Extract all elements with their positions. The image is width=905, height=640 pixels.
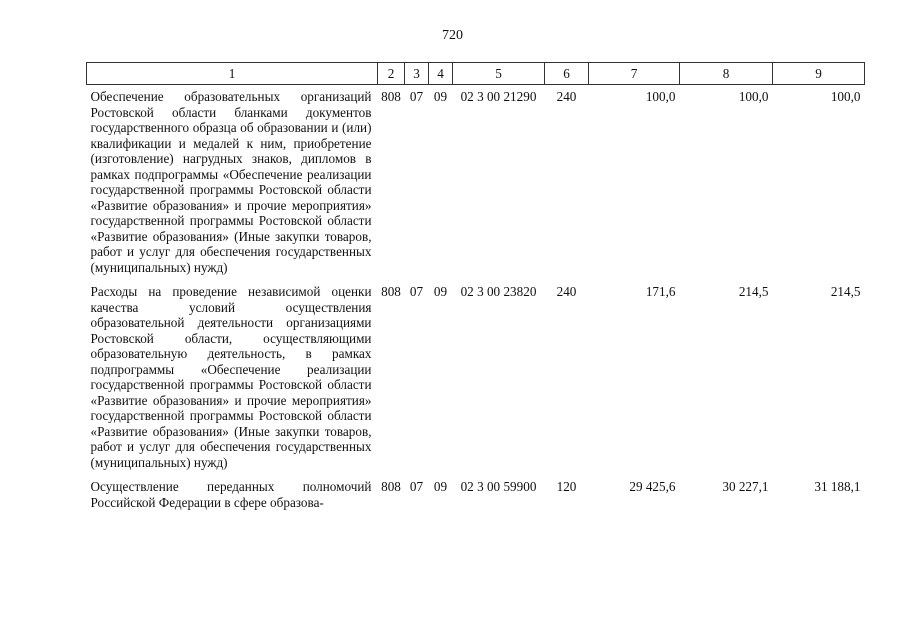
page-number: 720 <box>442 28 463 43</box>
column-header: 5 <box>453 63 545 85</box>
amount-col-8: 214,5 <box>738 284 769 299</box>
section-code: 07 <box>409 284 424 299</box>
column-header: 7 <box>589 63 680 85</box>
target-article-code: 02 3 00 23820 <box>460 284 537 299</box>
subsection-code: 09 <box>433 284 448 299</box>
amount-col-7: 100,0 <box>645 89 676 104</box>
expense-type-code: 240 <box>556 284 577 299</box>
amount-col-9: 31 188,1 <box>814 479 861 494</box>
amount-col-8: 100,0 <box>738 89 769 104</box>
column-header: 9 <box>773 63 865 85</box>
table-header-row <box>87 63 865 85</box>
amount-col-7: 29 425,6 <box>629 479 676 494</box>
row-description: Обеспечение образовательных организаций Ростовской области бланками документов государственного образца об образовании и (или) квалификации и медалей к ним, приобретение (изготовление) нагрудных знаков, дипломов в рамках подпрограммы «Обеспечение реализации государственной программы Ростовской области «Развитие образования» и прочие мероприятия» государственной программы Ростовской области «Развитие образования» (Иные закупки товаров, работ и услуг для обеспечения государственных (муниципальных) нужд) <box>90 89 372 275</box>
column-header: 4 <box>429 63 453 85</box>
subsection-code: 09 <box>433 89 448 104</box>
budget-table <box>86 62 865 510</box>
column-header: 1 <box>87 63 378 85</box>
amount-col-7: 171,6 <box>645 284 676 299</box>
target-article-code: 02 3 00 21290 <box>460 89 537 104</box>
amount-col-9: 100,0 <box>830 89 861 104</box>
target-article-code: 02 3 00 59900 <box>460 479 537 494</box>
row-description: Осуществление переданных полномочий Российской Федерации в сфере образова- <box>90 479 372 510</box>
table-row <box>87 470 865 510</box>
column-header: 3 <box>405 63 429 85</box>
ministry-code: 808 <box>381 479 401 494</box>
ministry-code: 808 <box>381 284 401 299</box>
expense-type-code: 120 <box>556 479 577 494</box>
column-header: 6 <box>545 63 589 85</box>
amount-col-9: 214,5 <box>830 284 861 299</box>
subsection-code: 09 <box>433 479 448 494</box>
amount-col-8: 30 227,1 <box>722 479 769 494</box>
table-row <box>87 275 865 470</box>
table-row <box>87 85 865 276</box>
column-header: 2 <box>378 63 405 85</box>
section-code: 07 <box>409 89 424 104</box>
row-description: Расходы на проведение независимой оценки качества условий осуществления образовательной деятельности организациями Ростовской области, осуществляющими образовательную деятельность, в рамках подпрограммы «Обеспечение реализации государственной программы Ростовской области «Развитие образования» и прочие мероприятия» государственной программы Ростовской области «Развитие образования» (Иные закупки товаров, работ и услуг для обеспечения государственных (муниципальных) нужд) <box>90 284 372 470</box>
column-header: 8 <box>680 63 773 85</box>
section-code: 07 <box>409 479 424 494</box>
expense-type-code: 240 <box>556 89 577 104</box>
ministry-code: 808 <box>381 89 401 104</box>
